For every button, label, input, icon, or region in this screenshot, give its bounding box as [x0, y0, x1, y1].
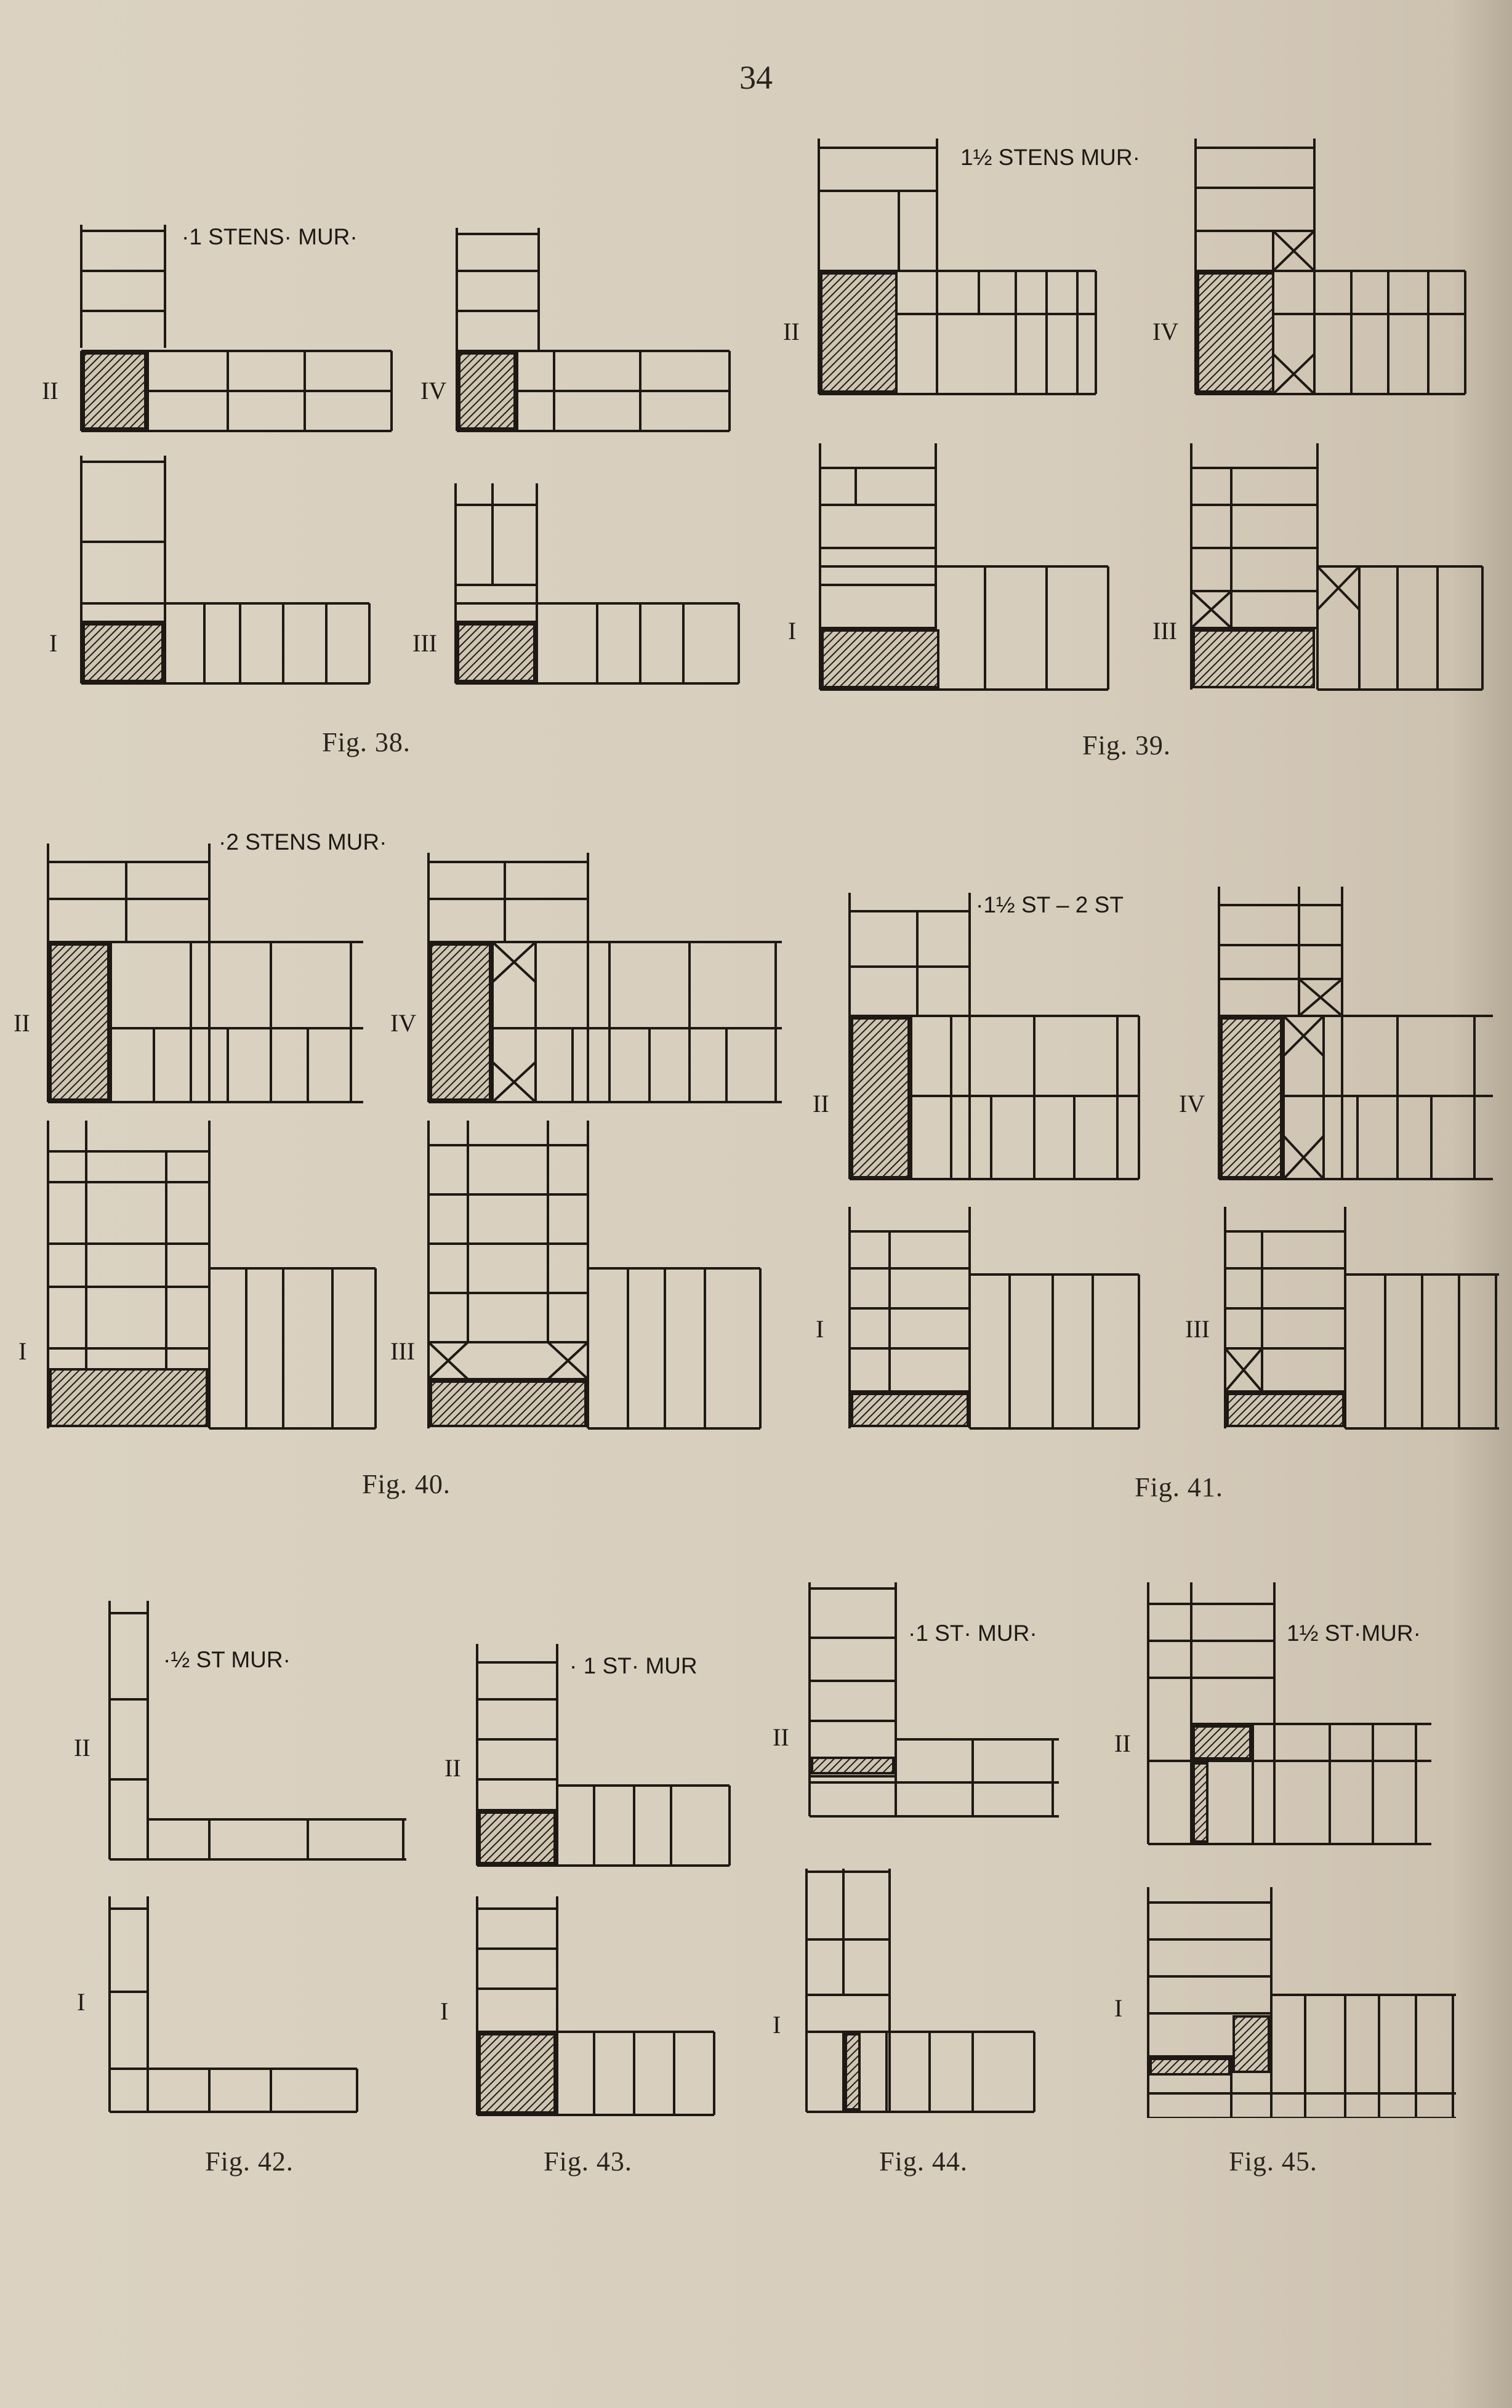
- caption-fig-45: Fig. 45.: [1229, 2146, 1317, 2176]
- caption-fig-42: Fig. 42.: [205, 2146, 294, 2176]
- figure-43-label-i: I: [440, 1997, 449, 2025]
- figure-43-label-ii: II: [444, 1754, 461, 1782]
- figure-41-label-i: I: [816, 1315, 824, 1343]
- figure-41-title: ·1½ ST – 2 ST: [976, 892, 1124, 917]
- page-number: 34: [739, 59, 773, 96]
- figure-44: [763, 1570, 1084, 2118]
- figure-41: [800, 874, 1502, 1441]
- figure-42-title: ·½ ST MUR·: [163, 1647, 291, 1672]
- figure-40-title: ·2 STENS MUR·: [219, 829, 387, 855]
- figure-40-label-iv: IV: [390, 1009, 417, 1037]
- figure-42: [62, 1589, 431, 2118]
- figure-38-title: ·1 STENS· MUR·: [182, 224, 358, 249]
- figure-42-label-ii: II: [74, 1734, 90, 1762]
- figure-44-label-i: I: [773, 2011, 781, 2039]
- figure-39-label-iii: III: [1152, 617, 1177, 645]
- figure-39-label-i: I: [788, 617, 797, 645]
- figure-40-label-ii: II: [14, 1009, 30, 1037]
- figure-45: [1096, 1570, 1478, 2118]
- figure-38-label-iv: IV: [420, 377, 447, 405]
- figure-45-label-ii: II: [1114, 1729, 1131, 1757]
- figure-39-title: 1½ STENS MUR·: [960, 145, 1140, 170]
- caption-fig-44: Fig. 44.: [879, 2146, 968, 2176]
- figure-38-label-iii: III: [412, 629, 437, 657]
- figure-41-label-iii: III: [1185, 1315, 1210, 1343]
- figure-44-label-ii: II: [773, 1723, 789, 1751]
- figure-39-label-ii: II: [783, 318, 800, 345]
- figure-41-label-ii: II: [813, 1090, 829, 1117]
- figure-38: [25, 203, 763, 708]
- figure-43: [431, 1625, 776, 2118]
- figure-40: [12, 825, 794, 1441]
- caption-fig-41: Fig. 41.: [1135, 1472, 1223, 1502]
- figure-41-label-iv: IV: [1179, 1090, 1205, 1117]
- figure-45-label-i: I: [1114, 1994, 1123, 2022]
- figure-40-label-i: I: [18, 1337, 27, 1365]
- figure-38-label-ii: II: [42, 377, 58, 405]
- figure-42-label-i: I: [77, 1988, 86, 2016]
- figure-39: [776, 123, 1484, 708]
- figure-43-title: · 1 ST· MUR: [569, 1653, 698, 1678]
- caption-fig-39: Fig. 39.: [1082, 730, 1171, 760]
- figure-45-title: 1½ ST·MUR·: [1287, 1621, 1421, 1646]
- caption-fig-40: Fig. 40.: [362, 1469, 451, 1499]
- caption-fig-43: Fig. 43.: [544, 2146, 632, 2176]
- figure-39-label-iv: IV: [1152, 318, 1179, 345]
- figure-38-label-i: I: [49, 629, 58, 657]
- figure-40-label-iii: III: [390, 1337, 415, 1365]
- figure-44-title: ·1 ST· MUR·: [908, 1621, 1037, 1646]
- caption-fig-38: Fig. 38.: [322, 727, 411, 757]
